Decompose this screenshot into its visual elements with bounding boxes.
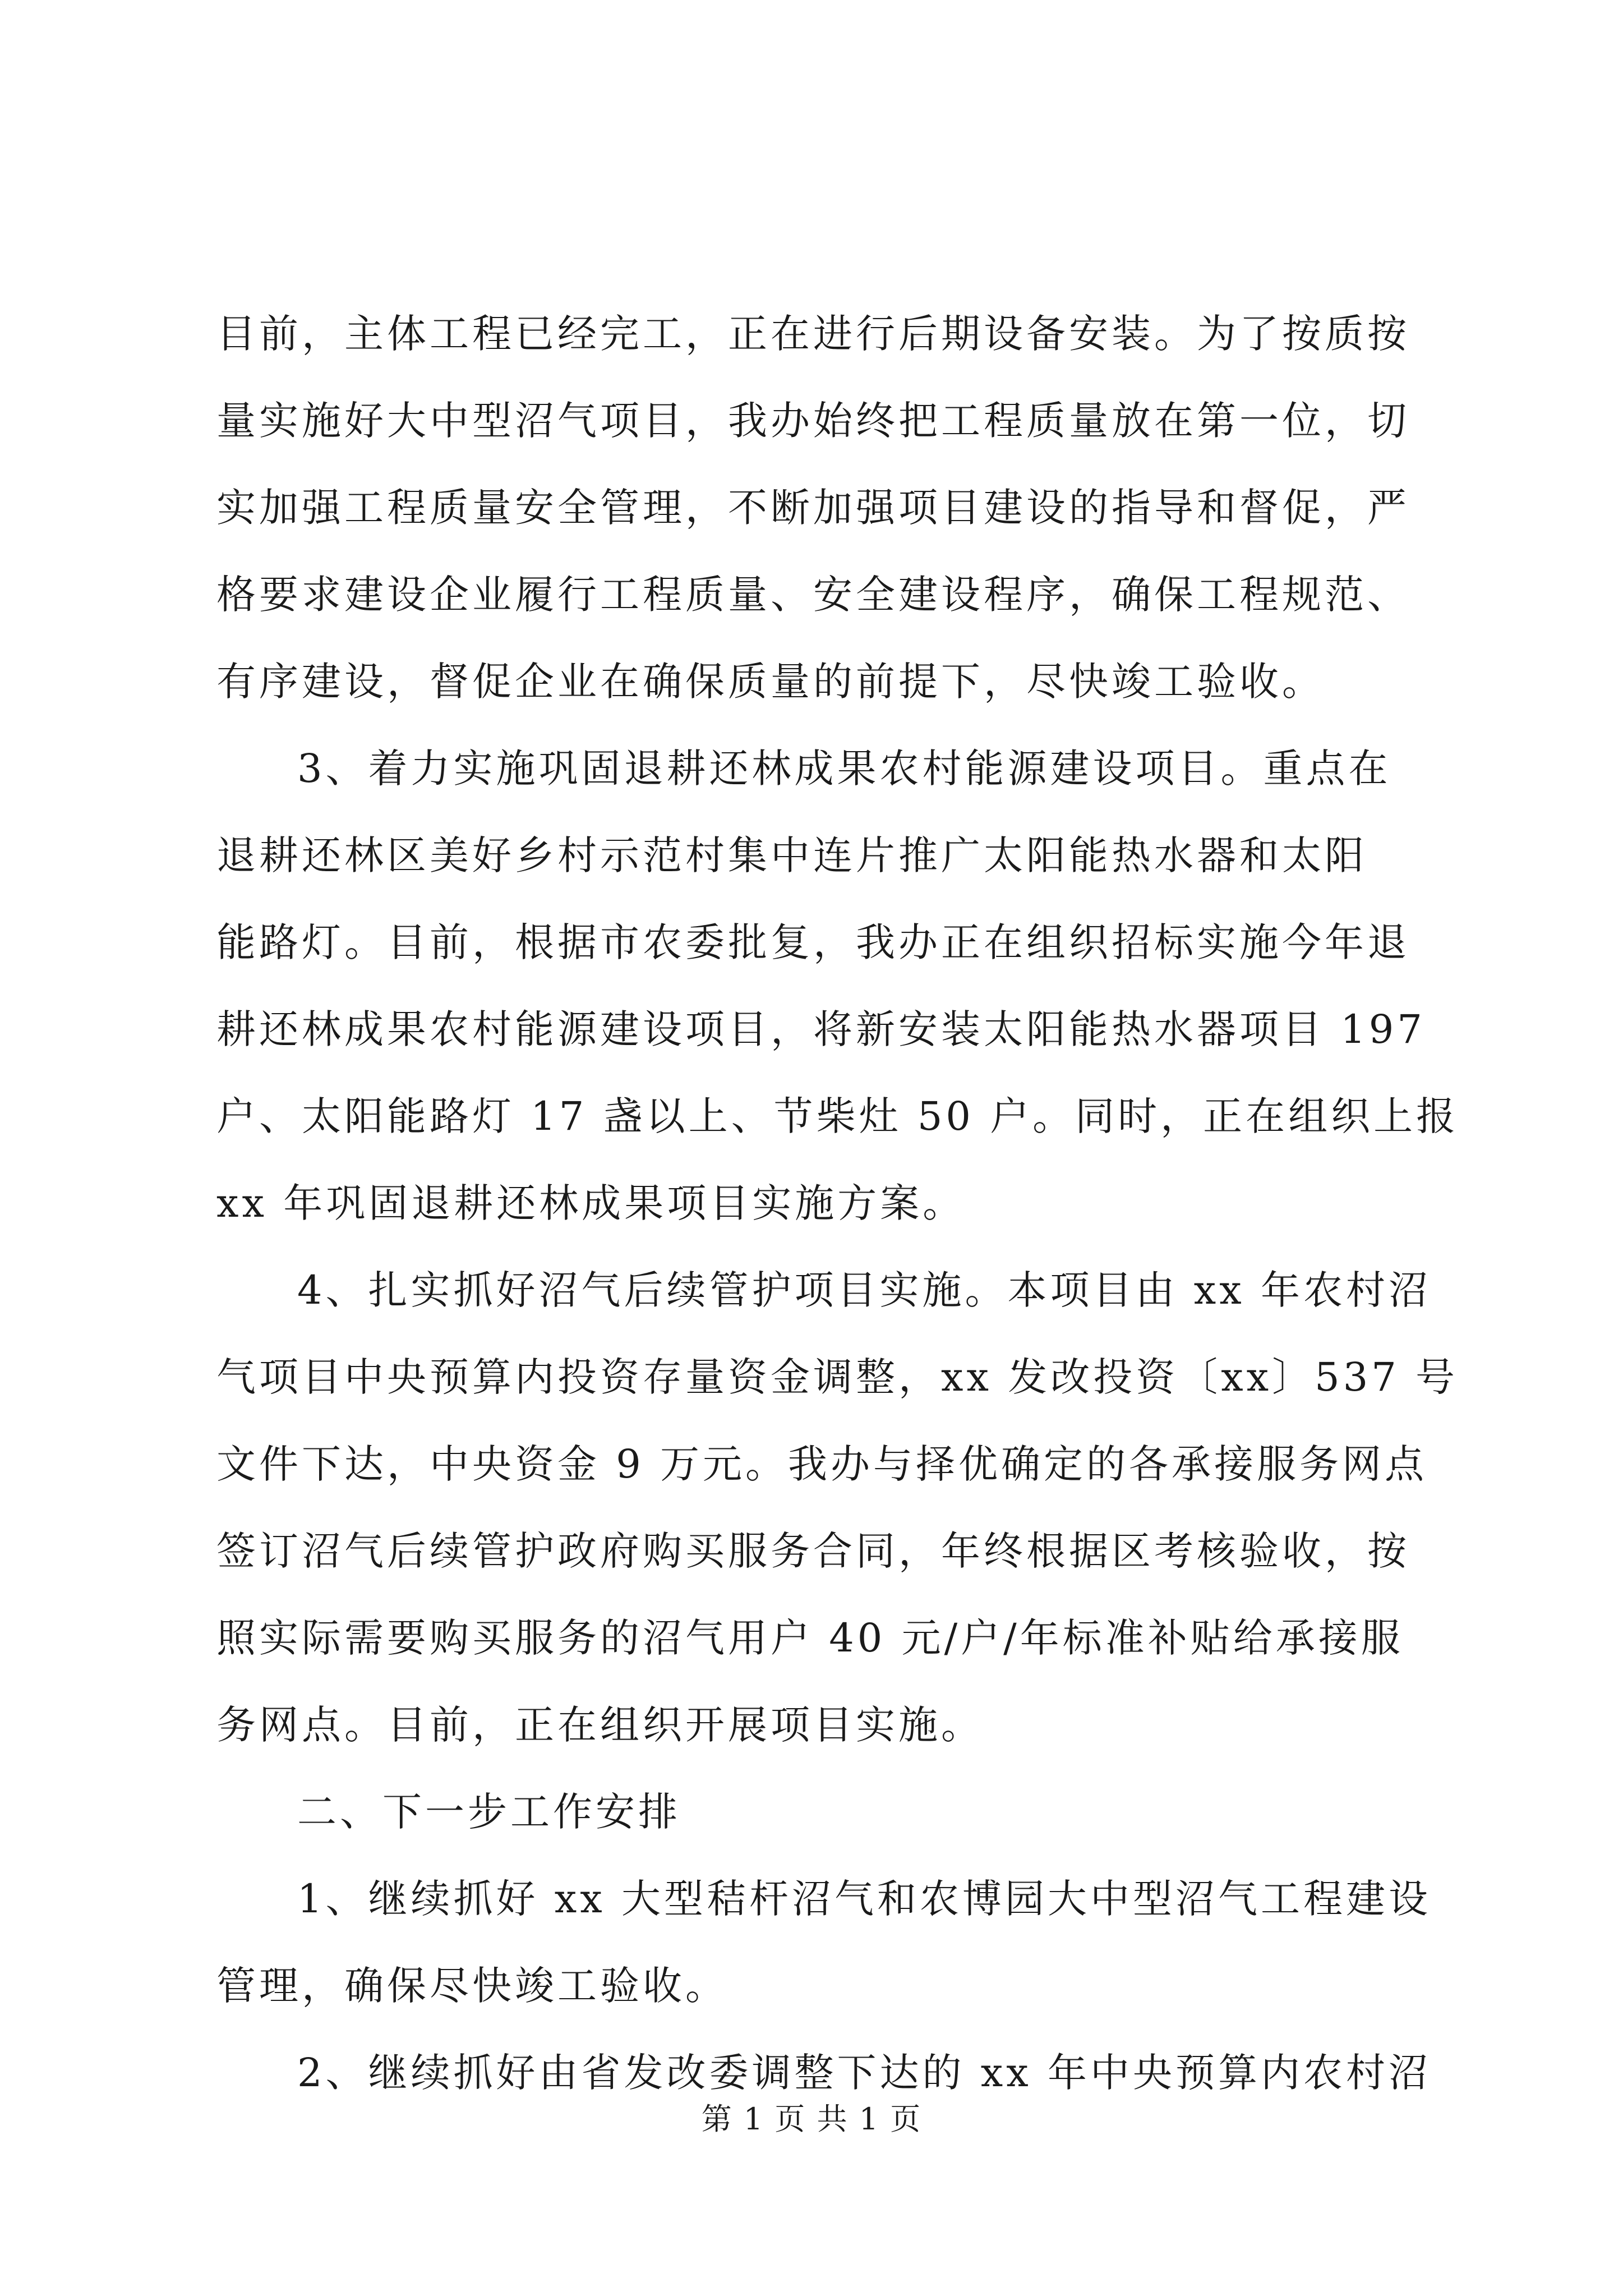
body-text-line: 气项目中央预算内投资存量资金调整，xx 发改投资〔xx〕537 号 bbox=[216, 1354, 1459, 1400]
body-text-line: 4、扎实抓好沼气后续管护项目实施。本项目由 xx 年农村沼 bbox=[297, 1267, 1431, 1313]
body-text-line: 1、继续抓好 xx 大型秸杆沼气和农博园大中型沼气工程建设 bbox=[297, 1876, 1431, 1922]
body-text-line: xx 年巩固退耕还林成果项目实施方案。 bbox=[216, 1180, 966, 1226]
body-text-line: 签订沼气后续管护政府购买服务合同，年终根据区考核验收，按 bbox=[216, 1528, 1410, 1574]
page-number-footer: 第 1 页 共 1 页 bbox=[701, 2101, 922, 2137]
body-text-line: 能路灯。目前，根据市农委批复，我办正在组织招标实施今年退 bbox=[216, 919, 1410, 965]
body-text-line: 退耕还林区美好乡村示范村集中连片推广太阳能热水器和太阳 bbox=[216, 832, 1367, 878]
section-heading: 二、下一步工作安排 bbox=[297, 1789, 681, 1835]
body-text-line: 文件下达，中央资金 9 万元。我办与择优确定的各承接服务网点 bbox=[216, 1441, 1428, 1487]
body-text-line: 2、继续抓好由省发改委调整下达的 xx 年中央预算内农村沼 bbox=[297, 2050, 1431, 2096]
body-text-line: 管理，确保尽快竣工验收。 bbox=[216, 1963, 728, 2009]
body-text-line: 格要求建设企业履行工程质量、安全建设程序，确保工程规范、 bbox=[216, 572, 1410, 618]
body-text-line: 目前，主体工程已经完工，正在进行后期设备安装。为了按质按 bbox=[216, 311, 1410, 357]
body-text-line: 有序建设，督促企业在确保质量的前提下，尽快竣工验收。 bbox=[216, 659, 1325, 705]
body-text-line: 量实施好大中型沼气项目，我办始终把工程质量放在第一位，切 bbox=[216, 398, 1410, 444]
body-text-line: 耕还林成果农村能源建设项目，将新安装太阳能热水器项目 197 bbox=[216, 1006, 1426, 1052]
body-text-line: 照实际需要购买服务的沼气用户 40 元/户/年标准补贴给承接服 bbox=[216, 1615, 1404, 1661]
body-text-line: 实加强工程质量安全管理，不断加强项目建设的指导和督促，严 bbox=[216, 485, 1410, 531]
body-text-line: 3、着力实施巩固退耕还林成果农村能源建设项目。重点在 bbox=[297, 746, 1391, 792]
body-text-line: 户、太阳能路灯 17 盏以上、节柴灶 50 户。同时，正在组织上报 bbox=[216, 1093, 1459, 1139]
body-text-line: 务网点。目前，正在组织开展项目实施。 bbox=[216, 1702, 984, 1748]
